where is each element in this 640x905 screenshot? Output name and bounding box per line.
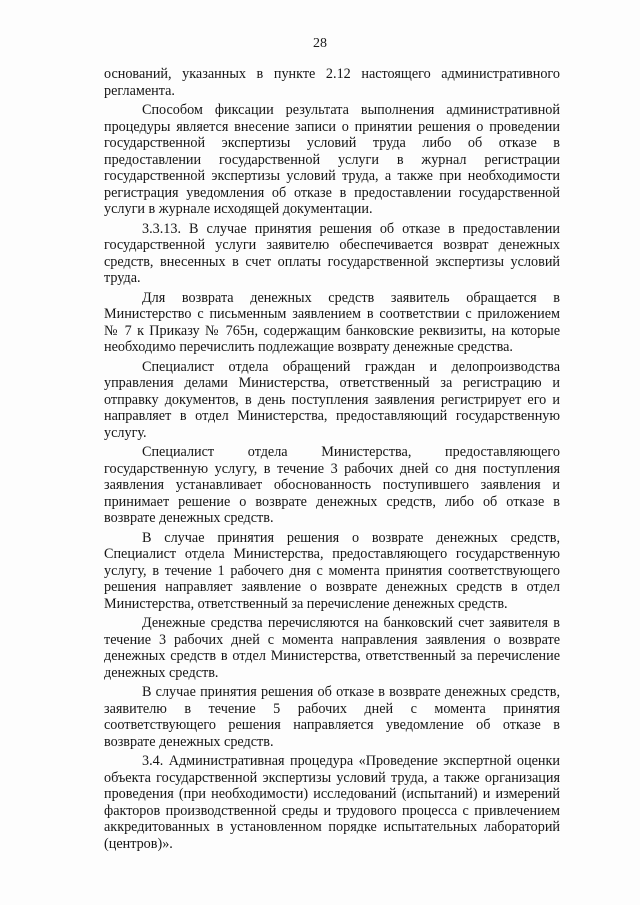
paragraph-review: Специалист отдела Министерства, предоставляющего государственную услугу, в течение 3 рабочих дней со дня поступления заявления устанавливает обоснованность поступившего заявления и принимает решение о возврате денежных средств, либо об отказе в возврате денежных средств.: [104, 444, 560, 526]
paragraph-refund-decision: В случае принятия решения о возврате денежных средств, Специалист отдела Министерства, предоставляющего государственную услугу, в течение 1 рабочего дня с момента принятия соответствующего решения направляет заявление о возврате денежных средств в отдел Министерства, ответственный за перечисление денежных средств.: [104, 529, 560, 612]
paragraph-transfer: Денежные средства перечисляются на банковский счет заявителя в течение 3 рабочих дней с момента направления заявления о возврате денежных средств в отдел Министерства, ответственный за перечисление денежных средств.: [104, 615, 560, 681]
paragraph-3-3-13: 3.3.13. В случае принятия решения об отказе в предоставлении государственной услуги заявителю обеспечивается возврат денежных средств, внесенных в счет оплаты государственной экспертизы условий труда.: [104, 220, 560, 286]
paragraph-registration: Специалист отдела обращений граждан и делопроизводства управления делами Министерства, ответственный за регистрацию и отправку документов, в день поступления заявления регистрирует его и направляет в отдел Министерства, предоставляющий государственную услугу.: [104, 358, 560, 441]
paragraph-refund-request: Для возврата денежных средств заявитель обращается в Министерство с письменным заявлением в соответствии с приложением № 7 к Приказу № 765н, содержащим банковские реквизиты, на которые необходимо перечислить подлежащие возврату денежные средства.: [104, 289, 560, 355]
page-number: 28: [313, 36, 327, 51]
document-body: [104, 66, 560, 855]
paragraph-result-fixation: Способом фиксации результата выполнения административной процедуры является внесение записи о принятии решения о проведении государственной экспертизы условий труда либо об отказе в предоставлении государственной услуги в журнал регистрации государственной экспертизы условий труда, а также при необходимости регистрация уведомления об отказе в предоставлении государственной услуги в журнале исходящей документации.: [104, 102, 560, 217]
paragraph-1-continuation: оснований, указанных в пункте 2.12 настоящего административного регламента.: [104, 66, 560, 99]
paragraph-refusal-notice: В случае принятия решения об отказе в возврате денежных средств, заявителю в течение 5 рабочих дней с момента принятия соответствующего решения направляется уведомление об отказе в возврате денежных средств.: [104, 684, 560, 750]
paragraph-3-4: 3.4. Административная процедура «Проведение экспертной оценки объекта государственной экспертизы условий труда, а также организация проведения (при необходимости) исследований (испытаний) и измерений факторов производственной среды и трудового процесса с привлечением аккредитованных в установленном порядке испытательных лабораторий (центров)».: [104, 753, 560, 852]
